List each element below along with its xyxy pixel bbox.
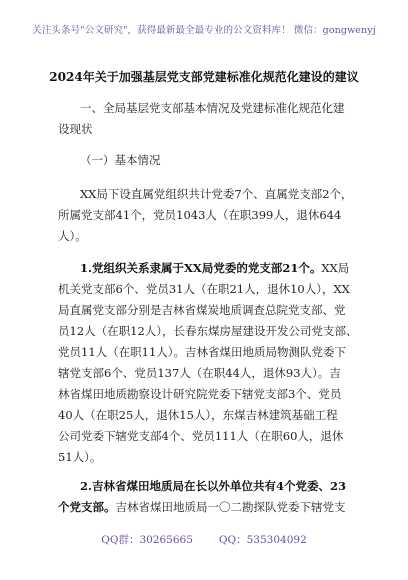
subsection-1-heading-text: （一）基本情况 — [80, 153, 161, 167]
header-note: 关注头条号"公文研究"，获得最新最全最专业的公文资料库！ 微信：gongwenyj — [32, 25, 376, 36]
paragraph-2-line-4: 员12人（在职12人），长春东煤房屋建设开发公司党支部、 — [58, 324, 358, 338]
paragraph-1-line-1: XX局下设直属党组织共计党委7个、直属党支部2个， — [80, 187, 353, 201]
paragraph-3 — [58, 476, 348, 518]
paragraph-2-line-9: 公司党委下辖党支部4个、党员111人（在职60人，退休 — [58, 429, 344, 443]
paragraph-2 — [58, 258, 358, 468]
paragraph-1-line-2: 所属党支部41个，党员1043人（在职399人，退休644 — [58, 208, 342, 222]
section-1-heading — [58, 98, 348, 140]
paragraph-1-line-3: 人）。 — [58, 229, 87, 243]
footer-qq-number: QQ：535304092 — [218, 534, 307, 546]
paragraph-2-line-6: 辖党支部6个、党员137人（在职44人，退休93人）。吉 — [58, 366, 341, 380]
paragraph-3-line-2-bold: 个党支部。 — [58, 500, 116, 514]
paragraph-2-line-3: 局直属党支部分别是吉林省煤炭地质调查总院党支部、党 — [58, 303, 346, 317]
document-title: 2024年关于加强基层党支部党建标准化规范化建设的建议 — [49, 70, 359, 84]
paragraph-2-lead: 1.党组织关系隶属于XX局党委的党支部21个。 — [80, 261, 322, 275]
paragraph-2-line-10: 51人）。 — [58, 450, 102, 464]
paragraph-3-lead: 2.吉林省煤田地质局在长以外单位共有4个党委、23 — [80, 479, 347, 493]
paragraph-2-line-7: 林省煤田地质勘察设计研究院党委下辖党支部3个、党员 — [58, 387, 342, 401]
paragraph-2-line-2: 机关党支部6个、党员31人（在职21人，退休10人），XX — [58, 282, 350, 296]
subsection-1-heading — [58, 150, 348, 171]
paragraph-2-line-1 — [58, 258, 348, 279]
footer-qq-group: QQ群：30265665 — [101, 534, 193, 546]
paragraph-2-line-8: 40人（在职25人，退休15人），东煤吉林建筑基础工程 — [58, 408, 338, 422]
paragraph-2-line-5: 党员11人（在职11人）。吉林省煤田地质局物测队党委下 — [58, 345, 347, 359]
section-1-heading-line-2: 设现状 — [58, 122, 93, 136]
footer-contact — [0, 532, 408, 547]
section-1-heading-line-1: 一、全局基层党支部基本情况及党建标准化规范化建 — [80, 101, 345, 115]
paragraph-1 — [58, 184, 353, 247]
paragraph-3-line-2 — [58, 497, 348, 518]
paragraph-2-lead-rest: XX局 — [321, 261, 350, 275]
paragraph-3-line-2-rest: 吉林省煤田地质局一〇二勘探队党委下辖党支 — [115, 500, 346, 514]
